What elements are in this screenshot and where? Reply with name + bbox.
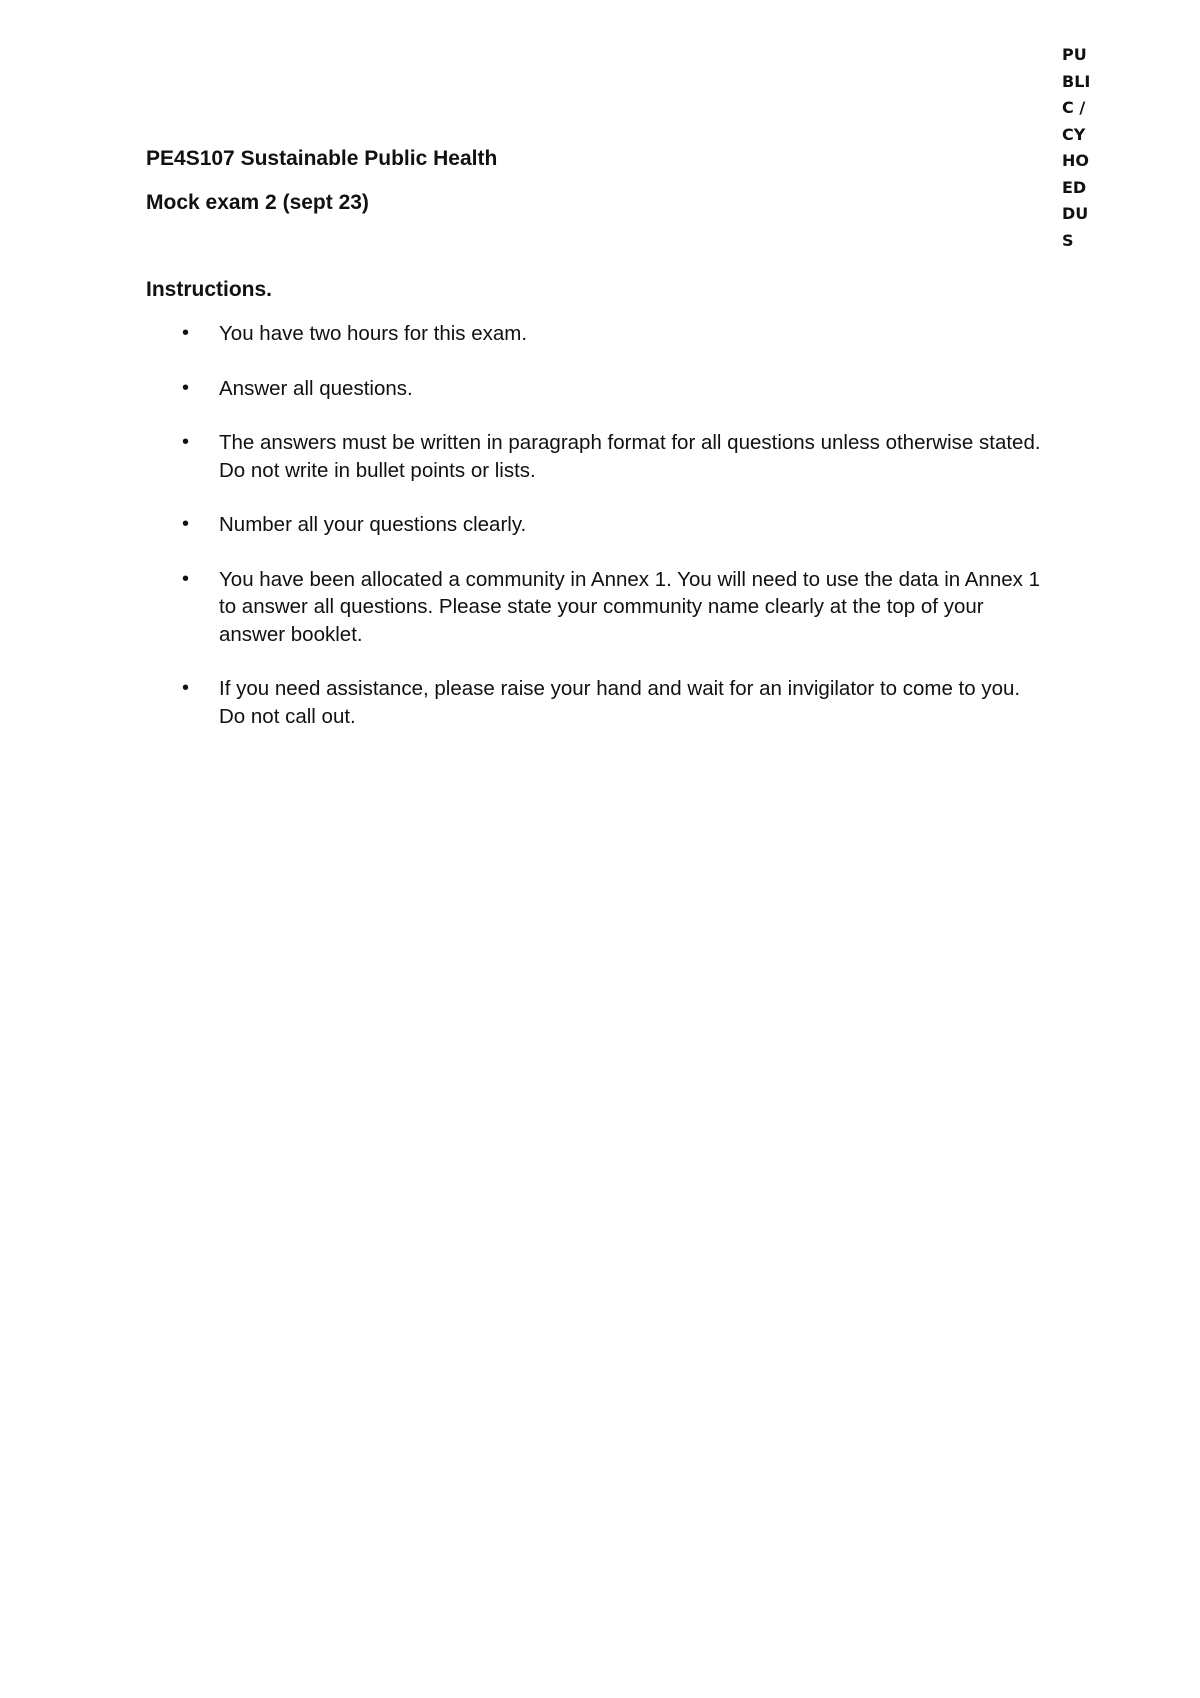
instructions-heading: Instructions. [146,278,273,301]
document-title: PE4S107 Sustainable Public Health [146,147,498,170]
bullet-icon: • [182,376,190,399]
document-subtitle: Mock exam 2 (sept 23) [146,191,369,214]
classification-label [1062,42,1122,254]
list-item-text: You have been allocated a community in Annex 1. You will need to use the data in Annex 1 to answer all questions. Please state your community name clearly at the top of your answer booklet. [219,567,1040,646]
list-item [146,429,1046,484]
list-item [146,566,1046,649]
classification-label-line: CY [1062,124,1086,144]
classification-label-line: S [1062,230,1074,250]
list-item-text: If you need assistance, please raise your hand and wait for an invigilator to come to you. Do not call out. [219,677,1021,728]
list-item [146,320,1046,348]
bullet-icon: • [182,513,190,535]
classification-label-line: PU [1062,45,1087,64]
bullet-icon: • [182,322,190,344]
list-item [146,375,1046,403]
list-item [146,511,1046,539]
bullet-icon: • [182,677,190,699]
list-item-text: Number all your questions clearly. [219,513,527,536]
classification-label-line: BLI [1062,71,1091,91]
list-item [146,675,1046,730]
list-item-text: You have two hours for this exam. [219,322,528,345]
instructions-list [146,320,1046,757]
list-item-text: Answer all questions. [219,376,413,400]
bullet-icon: • [182,567,190,590]
classification-label-line: HO [1062,151,1089,170]
list-item-text: The answers must be written in paragraph format for all questions unless otherwise stated. Do not write in bullet points or lists. [219,431,1041,482]
classification-label-line: DU [1062,204,1089,223]
bullet-icon: • [182,431,190,453]
classification-label-line: ED [1062,177,1087,197]
classification-label-line: C / [1062,98,1086,117]
